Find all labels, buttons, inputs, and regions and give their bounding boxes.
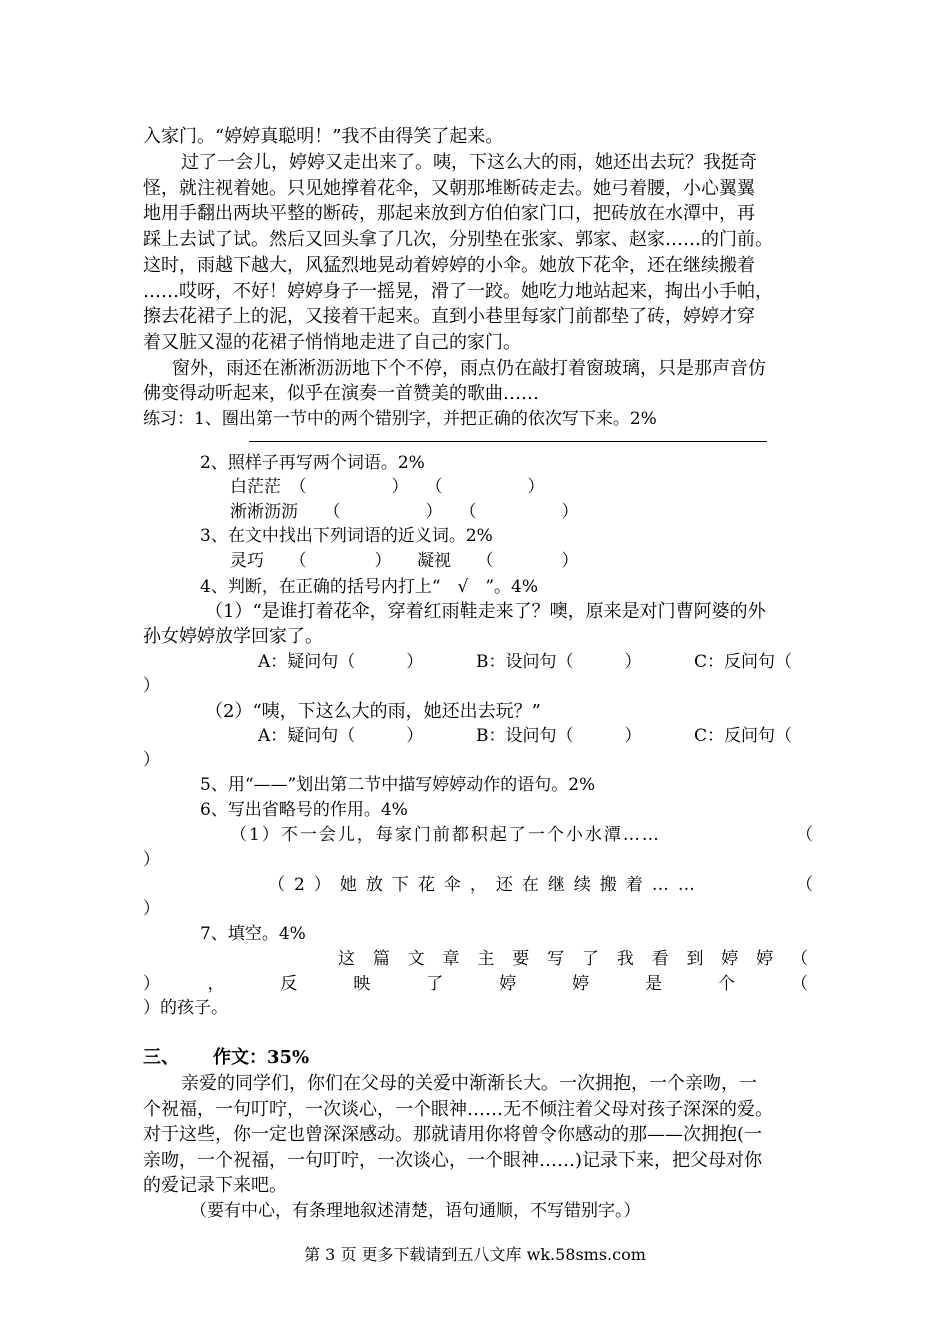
exercise-2-example-1: 白茫茫 （ ） （ ）: [230, 477, 545, 497]
exercise-5: 5、用“——”划出第二节中描写婷婷动作的语句。2%: [200, 775, 596, 795]
story-line: 窗外，雨还在淅淅沥沥地下个不停，雨点仍在敲打着窗玻璃，只是那声音仿: [172, 358, 766, 379]
exercise-3-words: 灵巧 （ ） 凝视 （ ）: [230, 551, 579, 571]
composition-line: 个祝福，一句叮咛，一次谈心，一个眼神……无不倾注着父母对孩子深深的爱。: [143, 1099, 773, 1120]
exercise-3: 3、在文中找出下列词语的近义词。2%: [200, 526, 493, 546]
exercise-1: 练习：1、圈出第一节中的两个错别字，并把正确的依次写下来。2%: [143, 409, 657, 429]
composition-line: 亲爱的同学们，你们在父母的关爱中渐渐长大。一次拥抱，一个亲吻，一: [181, 1073, 757, 1094]
option-b[interactable]: B：设问句（ ）: [476, 652, 642, 672]
section-heading: 作文：35%: [213, 1047, 310, 1068]
option-c[interactable]: C：反问句（: [694, 652, 793, 672]
exercise-4-sentence-1-cont: 孙女婷婷放学回家了。: [143, 626, 323, 647]
exercise-7-line-2: ），反映了婷婷是个（: [143, 974, 808, 994]
exercise-4-sentence-2: （2）“咦，下这么大的雨，她还出去玩？”: [205, 701, 541, 722]
story-line: 着又脏又湿的花裙子悄悄地走进了自己的家门。: [143, 332, 521, 353]
exercise-7-line-1: 这篇文章主要写了我看到婷婷（: [338, 949, 808, 969]
option-c[interactable]: C：反问句（: [694, 726, 793, 746]
story-line: 入家门。“婷婷真聪明！”我不由得笑了起来。: [143, 126, 504, 147]
paren-close: ）: [143, 899, 160, 919]
exercise-2: 2、照样子再写两个词语。2%: [200, 453, 425, 473]
option-a[interactable]: A：疑问句（ ）: [258, 652, 424, 672]
exercise-6: 6、写出省略号的作用。4%: [200, 800, 408, 820]
story-line: ……哎呀，不好！婷婷身子一摇晃，滑了一跤。她吃力地站起来，掏出小手帕，: [143, 281, 773, 302]
option-c-close: ）: [143, 676, 160, 696]
exercise-6-item-1: （1）不一会儿，每家门前都积起了一个小水潭……: [230, 825, 661, 845]
option-c-close: ）: [143, 750, 160, 770]
paren-open: （: [796, 875, 813, 895]
exercise-2-example-2: 淅淅沥沥 （ ） （ ）: [230, 502, 579, 522]
exercise-7-line-3: ）的孩子。: [143, 998, 228, 1018]
exercise-6-item-2: （2）她放下花伞，还在继续搬着……: [268, 875, 704, 895]
section-number: 三、: [143, 1047, 179, 1068]
story-line: 地用手翻出两块平整的断砖，那起来放到方伯伯家门口，把砖放在水潭中，再: [143, 203, 755, 224]
exercise-4: 4、判断，在正确的括号内打上“ √ ”。4%: [200, 577, 538, 597]
composition-line: 的爱记录下来吧。: [143, 1175, 287, 1196]
exercise-4-sentence-1: （1）“是谁打着花伞，穿着红雨鞋走来了？噢，原来是对门曹阿婆的外: [205, 601, 766, 622]
composition-requirement: （要有中心，有条理地叙述清楚，语句通顺，不写错别字。）: [190, 1201, 641, 1221]
story-line: 怪，就注视着她。只见她撑着花伞，又朝那堆断砖走去。她弓着腰，小心翼翼: [143, 178, 755, 199]
page-footer: 第 3 页 更多下载请到五八文库 wk.58sms.com: [304, 1245, 646, 1264]
paren-close: ）: [143, 850, 160, 870]
paren-open: （: [796, 825, 813, 845]
exercise-7: 7、填空。4%: [200, 924, 306, 944]
option-b[interactable]: B：设问句（ ）: [476, 726, 642, 746]
answer-line[interactable]: [249, 441, 767, 442]
story-line: 这时，雨越下越大，风猛烈地晃动着婷婷的小伞。她放下花伞，还在继续搬着: [143, 255, 755, 276]
composition-line: 亲吻，一个祝福，一句叮咛，一次谈心，一个眼神……)记录下来，把父母对你: [143, 1150, 763, 1171]
story-line: 佛变得动听起来，似乎在演奏一首赞美的歌曲……: [143, 383, 539, 404]
story-line: 过了一会儿，婷婷又走出来了。咦，下这么大的雨，她还出去玩？我挺奇: [181, 152, 757, 173]
option-a[interactable]: A：疑问句（ ）: [258, 726, 424, 746]
composition-line: 对于这些，你一定也曾深深感动。那就请用你将曾令你感动的那——次拥抱(一: [143, 1124, 763, 1145]
story-line: 擦去花裙子上的泥，又接着干起来。直到小巷里每家门前都垫了砖，婷婷才穿: [143, 306, 755, 327]
story-line: 踩上去试了试。然后又回头拿了几次，分别垫在张家、郭家、赵家……的门前。: [143, 229, 773, 250]
